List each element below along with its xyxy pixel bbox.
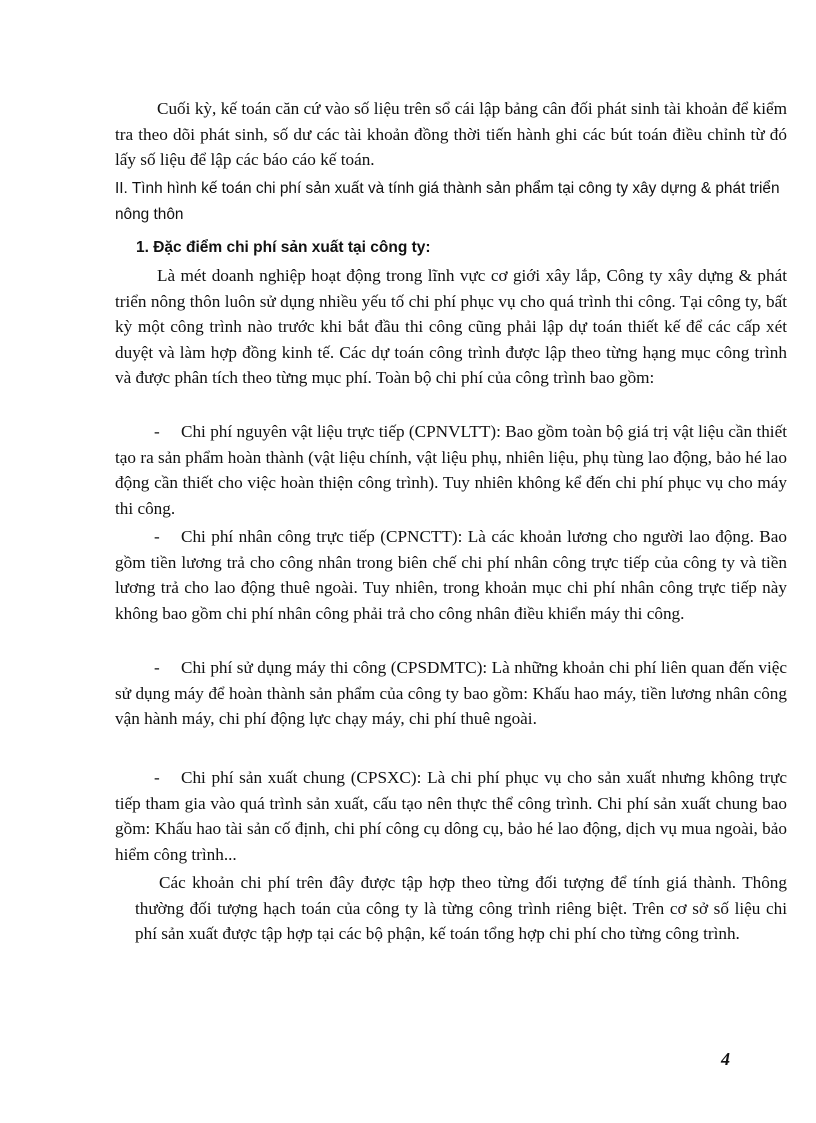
bullet-item-materials xyxy=(115,419,787,521)
section-heading: II. Tình hình kế toán chi phí sản xuất và tính giá thành sản phẩm tại công ty xây dựng & phát triển nông thôn xyxy=(115,180,780,223)
bullet-marker: - xyxy=(154,768,160,787)
closing-paragraph: Các khoản chi phí trên đây được tập hợp theo từng đối tượng để tính giá thành. Thông thường đối tượng hạch toán của công ty là từng công trình riêng biệt. Trên cơ sở số liệu chi phí sản xuất được tập hợp tại các bộ phận, kế toán tổng hợp chi phí cho từng công trình. xyxy=(135,873,787,944)
subheading: 1. Đặc điểm chi phí sản xuất tại công ty: xyxy=(136,239,431,256)
bullet-marker: - xyxy=(154,422,160,441)
bullet-marker: - xyxy=(154,527,160,546)
bullet-marker: - xyxy=(154,658,160,677)
bullet-text: Chi phí nhân công trực tiếp (CPNCTT): Là các khoản lương cho người lao động. Bao gồm tiền lương trả cho công nhân trong biên chế chi phí nhân công trực tiếp của công ty và tiền lương trả cho lao động thuê ngoài. Tuy nhiên, trong khoản mục chi phí nhân công trực tiếp này không bao gồm chi phí nhân công phải trả cho công nhân điều khiển máy thi công. xyxy=(115,527,787,623)
bullet-item-overhead xyxy=(115,765,787,867)
bullet-item-labor xyxy=(115,524,787,626)
bullet-text: Chi phí sử dụng máy thi công (CPSDMTC): Là những khoản chi phí liên quan đến việc sử dụng máy để hoàn thành sản phẩm của công ty bao gồm: Khấu hao máy, tiền lương nhân công vận hành máy, chi phí động lực chạy máy, chi phí thuê ngoài. xyxy=(115,658,787,729)
intro-paragraph: Cuối kỳ, kế toán căn cứ vào số liệu trên sổ cái lập bảng cân đối phát sinh tài khoản để kiểm tra theo dõi phát sinh, số dư các tài khoản đồng thời tiến hành ghi các bút toán điều chỉnh từ đó lấy số liệu để lập các báo cáo kế toán. xyxy=(115,99,787,170)
cost-overview-paragraph: Là mét doanh nghiệp hoạt động trong lĩnh vực cơ giới xây lắp, Công ty xây dựng & phát triển nông thôn luôn sử dụng nhiều yếu tố chi phí phục vụ cho quá trình thi công. Tại công ty, bất kỳ một công trình nào trước khi bắt đầu thi công cũng phải lập dự toán thiết kế để các cấp xét duyệt và làm hợp đồng kinh tế. Các dự toán công trình được lập theo từng hạng mục công trình và được phân tích theo từng mục phí. Toàn bộ chi phí của công trình bao gồm: xyxy=(115,266,787,388)
bullet-text: Chi phí nguyên vật liệu trực tiếp (CPNVLTT): Bao gồm toàn bộ giá trị vật liệu cần thiết tạo ra sản phẩm hoàn thành (vật liệu chính, vật liệu phụ, nhiên liệu, phụ tùng lao động, bảo hé lao động cần thiết cho việc hoàn thiện công trình). Tuy nhiên không kể đến chi phí phục vụ cho máy thi công. xyxy=(115,422,787,518)
bullet-item-machinery xyxy=(115,655,787,732)
page-number: 4 xyxy=(721,1049,730,1069)
bullet-text: Chi phí sản xuất chung (CPSXC): Là chi phí phục vụ cho sản xuất nhưng không trực tiếp tham gia vào quá trình sản xuất, cấu tạo nên thực thể công trình. Chi phí sản xuất chung bao gồm: Khấu hao tài sản cố định, chi phí công cụ dông cụ, bảo hé lao động, dịch vụ mua ngoài, bảo hiểm công trình... xyxy=(115,768,787,864)
